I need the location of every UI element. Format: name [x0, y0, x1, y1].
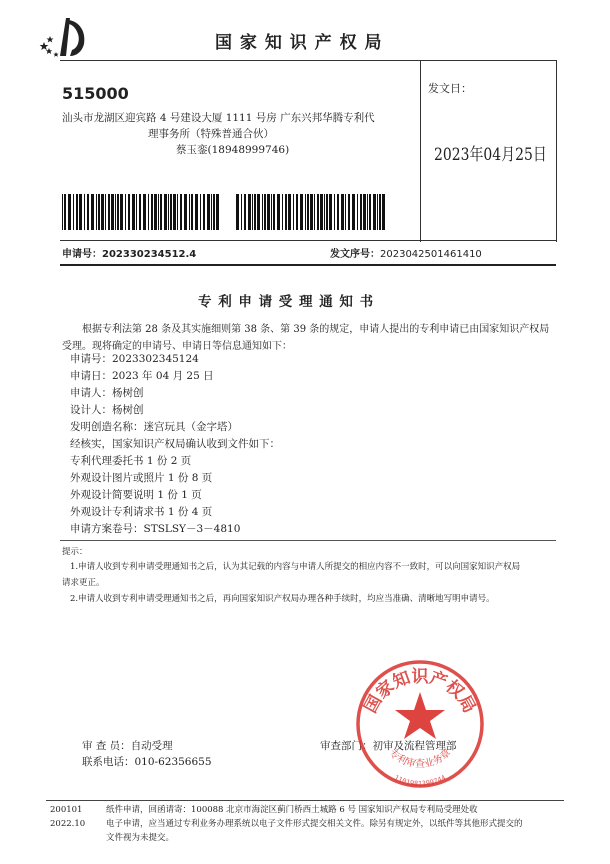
phone-value: 010-62356655: [134, 756, 212, 768]
tip-2: 2.申请人收到专利申请受理通知书之后，再向国家知识产权局办理各种手续时，均应当准确、清晰地写明申请号。: [70, 594, 495, 604]
official-seal: [350, 654, 490, 794]
contact-phone: [82, 754, 212, 769]
field-application-no: 申请号：2023302345124: [70, 353, 199, 365]
barcode-left: [62, 194, 224, 230]
notice-intro-line-1: 根据专利法第 28 条及其实施细则第 38 条、第 39 条的规定，申请人提出的专利申请已由国家知识产权局: [82, 324, 550, 335]
field-filing-date: 申请日：2023 年 04 月 25 日: [70, 370, 214, 382]
notice-intro-line-2: 受理。现将确定的申请号、申请日等信息通知如下：: [62, 341, 292, 352]
application-no-label: 申请号：: [62, 249, 102, 260]
seal-bottom-text: 专利审查业务章: [386, 747, 454, 771]
dispatch-no-value: 2023042501461410: [380, 249, 482, 260]
tip-1-line-1: 1.申请人收到专利申请受理通知书之后，认为其记载的内容与申请人所提交的相应内容不一致时，可以向国家知识产权局: [70, 562, 521, 572]
examiner-value: 自动受理: [130, 740, 173, 752]
file-item: 专利代理委托书 1 份 2 页: [70, 455, 192, 467]
postal-code: 515000: [62, 84, 129, 103]
phone-label: 联系电话：: [82, 756, 135, 768]
field-received-files: 经核实，国家知识产权局确认收到文件如下：: [70, 438, 280, 450]
file-item: 外观设计简要说明 1 份 1 页: [70, 489, 202, 501]
application-no-value: 202330234512.4: [102, 249, 197, 260]
notice-title: 专 利 申 请 受 理 通 知 书: [198, 294, 375, 310]
issue-date-value: 2023年04月25日: [434, 145, 547, 165]
department-value: 初审及流程管理部: [372, 740, 457, 752]
field-applicant: 申请人：杨树创: [70, 387, 144, 399]
svg-text:专利审查业务章: [387, 746, 454, 770]
footer-line-3: 文件视为未提交。: [106, 833, 175, 843]
office-name: 国 家 知 识 产 权 局: [215, 33, 383, 53]
field-designer: 设计人：杨树创: [70, 404, 144, 416]
file-item: 外观设计图片或照片 1 份 8 页: [70, 472, 213, 484]
footer-code-2: 2022.10: [50, 819, 86, 829]
footer-line-1: 纸件申请，回函请寄：100088 北京市海淀区蓟门桥西土城路 6 号 国家知识产权局专利局受理处收: [106, 805, 478, 815]
seal-serial: 1101981399744: [392, 773, 448, 788]
tips-label: 提示：: [62, 547, 88, 557]
dispatch-no-label: 发文序号：: [330, 249, 380, 260]
dispatch-no: [330, 245, 482, 260]
field-design-name: 发明创造名称：迷宫玩具（金字塔）: [70, 421, 238, 433]
issue-date-label: 发文日：: [428, 82, 472, 95]
application-no: [62, 245, 196, 260]
examiner-label: 审 查 员：: [82, 740, 131, 752]
address-line-2: 理事务所（特殊普通合伙）: [148, 128, 274, 140]
department-label: 审查部门：: [320, 740, 373, 752]
svg-text:1101981399744: [393, 774, 447, 788]
cnipa-logo: [36, 14, 90, 58]
footer-code-1: 200101: [50, 805, 83, 815]
address-line-1: 汕头市龙湖区迎宾路 4 号建设大厦 1111 号房 广东兴邦华腾专利代: [62, 112, 375, 124]
tip-1-line-2: 请求更正。: [62, 578, 105, 588]
seal-top-text: 国家知识产权局: [360, 667, 480, 717]
barcode-right: [236, 194, 390, 230]
examiner: [82, 738, 173, 753]
field-case-number: 申请方案卷号：STSLSY－3－4810: [70, 523, 241, 535]
contact-line: 蔡玉銮(18948999746): [176, 144, 290, 156]
file-item: 外观设计专利请求书 1 份 4 页: [70, 506, 213, 518]
footer-line-2: 电子申请，应当通过专利业务办理系统以电子文件形式提交相关文件。除另有规定外，以纸件等其他形式提交的: [106, 819, 523, 829]
